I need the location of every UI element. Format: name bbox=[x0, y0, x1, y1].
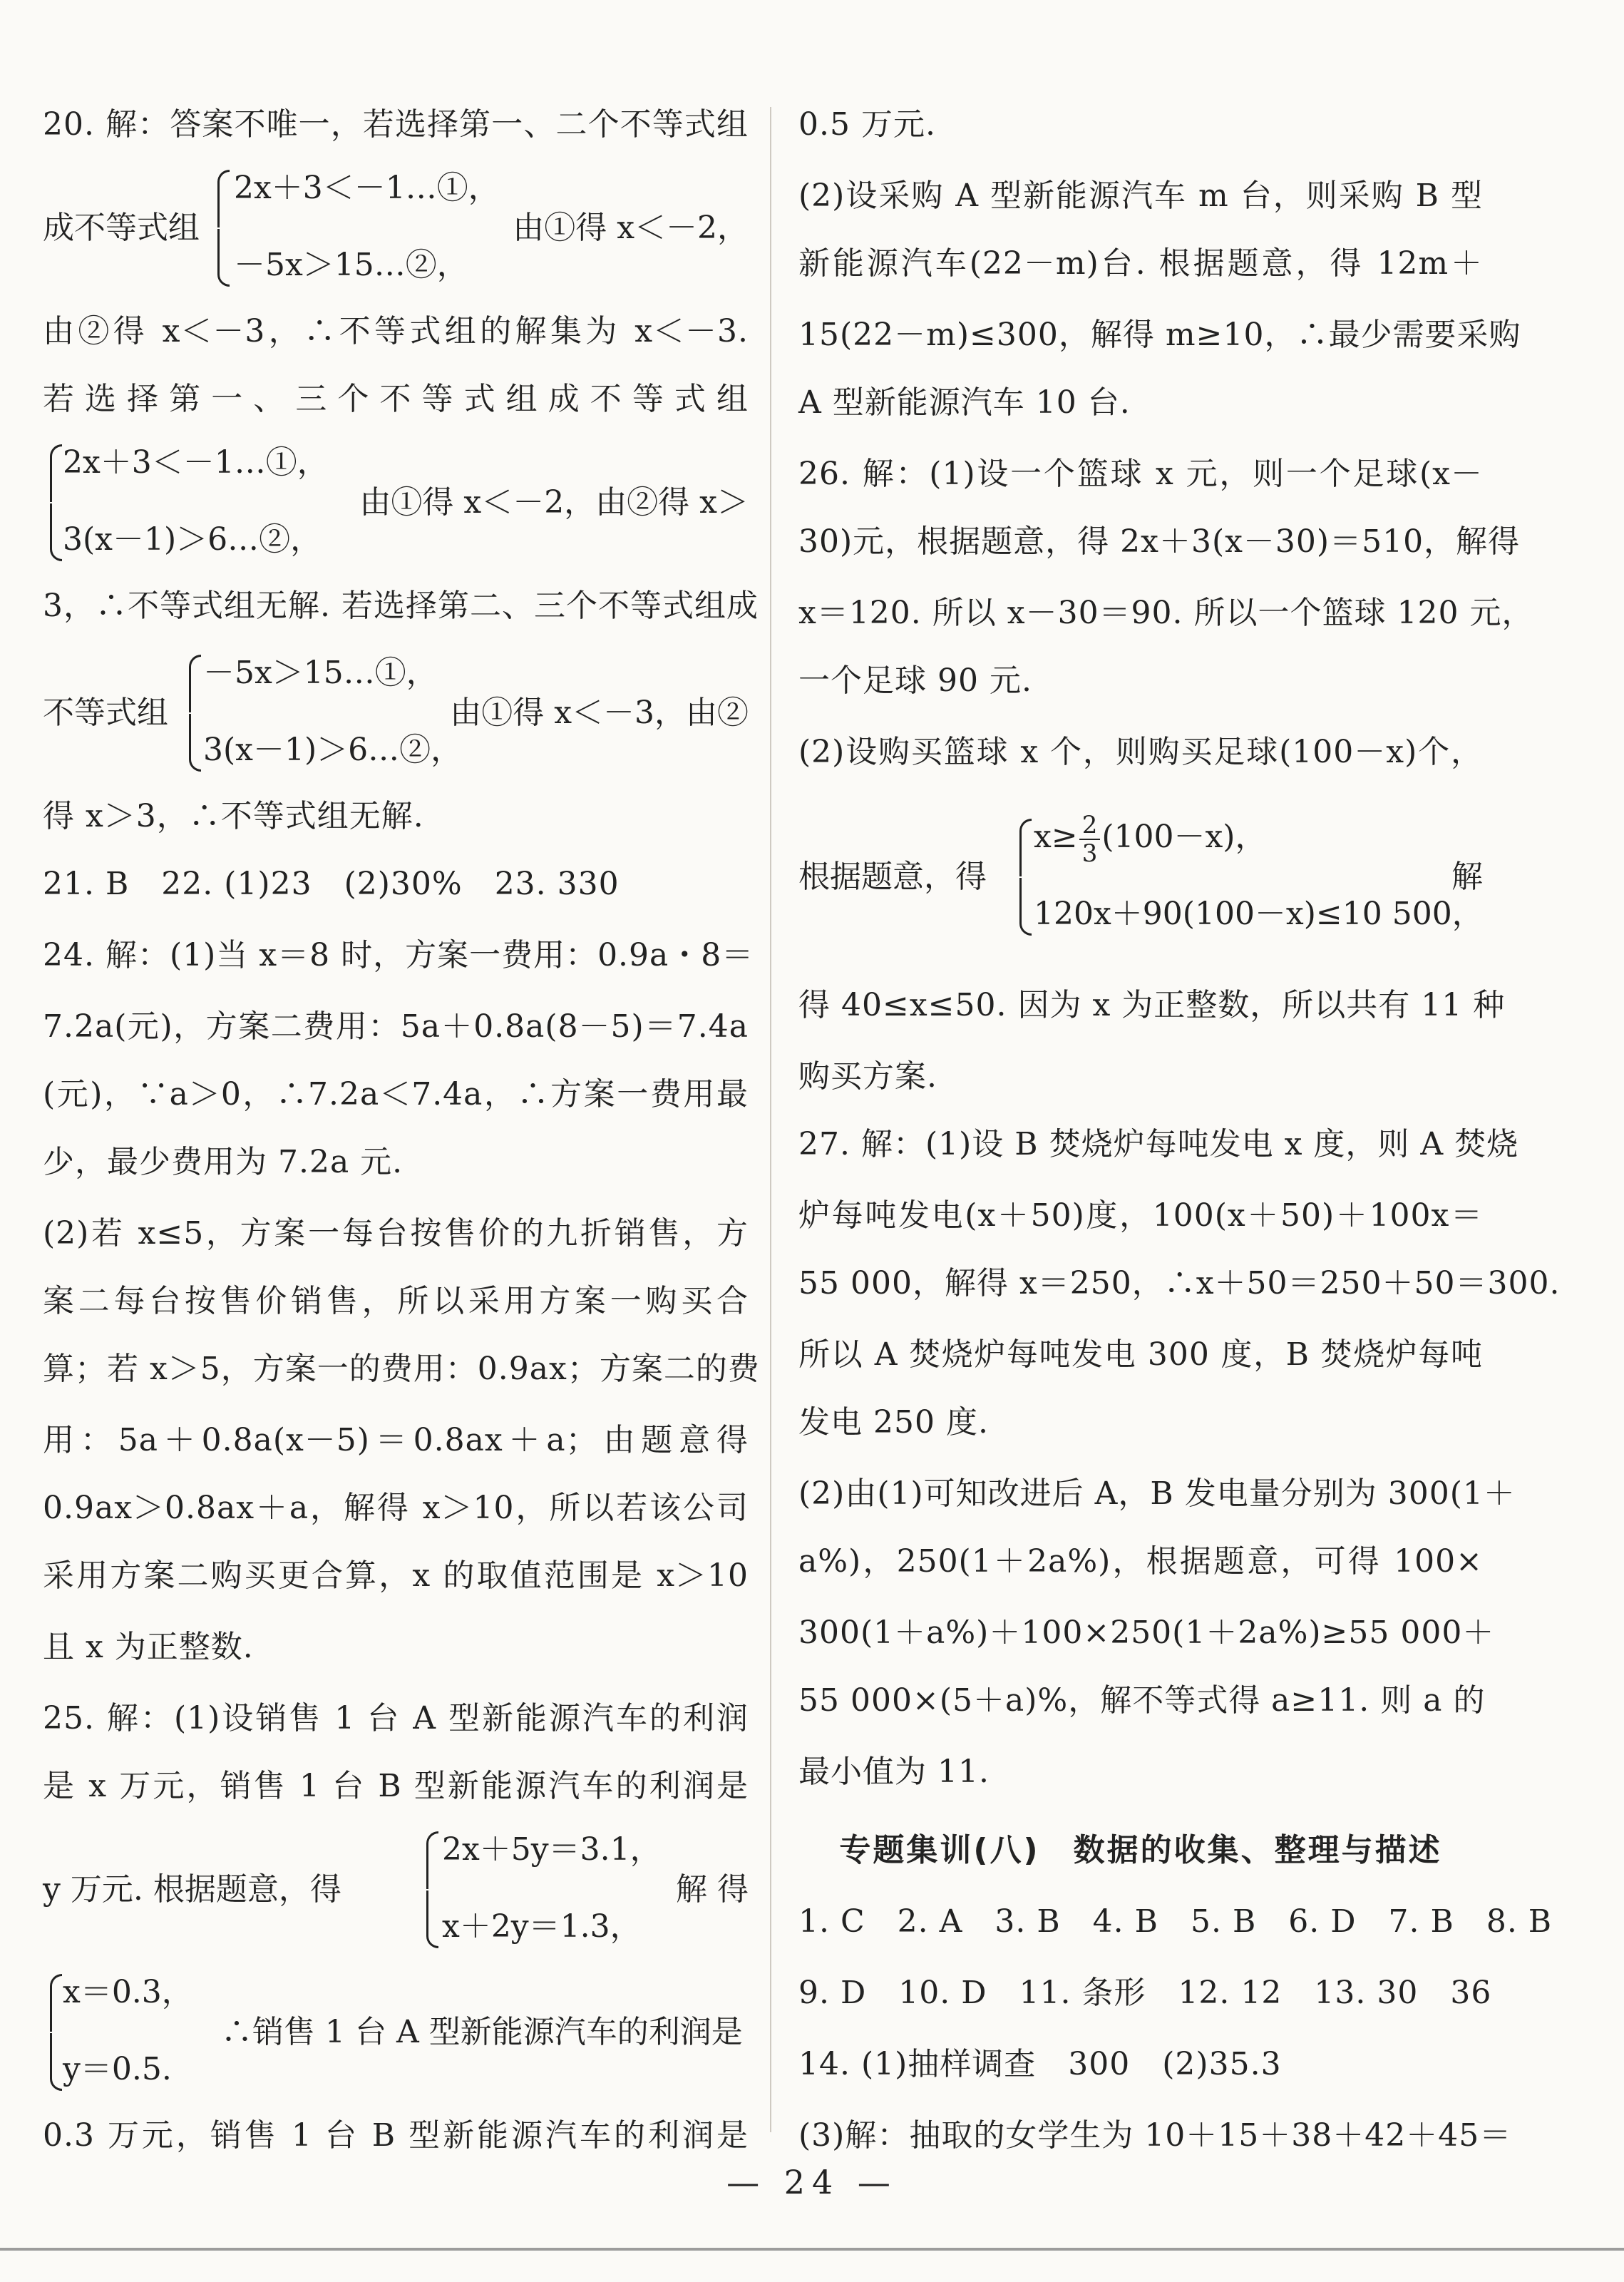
inequality-system bbox=[43, 431, 749, 574]
system-row: x＝0.3， bbox=[63, 1974, 193, 2010]
system-row: x＋2y＝1.3， bbox=[442, 1908, 642, 1945]
answer-line: 采用方案二购买更合算，x 的取值范围是 x＞10 bbox=[43, 1557, 749, 1594]
answer-line: 21. B 22. (1)23 (2)30% 23. 330 bbox=[43, 866, 620, 902]
system-suffix: 由①得 x＜－3，由② bbox=[450, 695, 749, 731]
system-row: －5x＞15…②， bbox=[234, 247, 468, 283]
answer-line: (3)解：抽取的女学生为 10＋15＋38＋42＋45＝ bbox=[798, 2117, 1512, 2154]
brace-icon bbox=[210, 170, 227, 287]
answer-line: 9. D 10. D 11. 条形 12. 12 13. 30 36 bbox=[798, 1975, 1492, 2011]
answer-line: 一个足球 90 元. bbox=[798, 662, 1032, 699]
answer-line: 少，最少费用为 7.2a 元. bbox=[43, 1144, 404, 1180]
answer-line: 24. 解：(1)当 x＝8 时，方案一费用：0.9a・8＝ bbox=[43, 937, 754, 973]
answer-line: (2)若 x≤5，方案一每台按售价的九折销售，方 bbox=[43, 1215, 749, 1252]
system-suffix: 由①得 x＜－2，由②得 x＞ bbox=[359, 484, 749, 521]
system-suffix: 由①得 x＜－2， bbox=[513, 210, 749, 246]
answer-line: 且 x 为正整数. bbox=[43, 1629, 254, 1665]
system-prefix: 成不等式组 bbox=[43, 210, 200, 246]
answer-line: x＝120. 所以 x－30＝90. 所以一个篮球 120 元， bbox=[798, 595, 1534, 631]
answer-line: a%)，250(1＋2a%)，根据题意，可得 100× bbox=[798, 1543, 1483, 1580]
answer-line: 20. 解：答案不唯一，若选择第一、二个不等式组 bbox=[43, 106, 749, 143]
inequality-system bbox=[43, 642, 749, 784]
answer-line: 算；若 x＞5，方案一的费用：0.9ax；方案二的费 bbox=[43, 1351, 760, 1387]
equation-system bbox=[43, 1961, 749, 2104]
answer-line: 所以 A 焚烧炉每吨发电 300 度，B 焚烧炉每吨 bbox=[798, 1336, 1483, 1373]
answer-line: (2)设购买篮球 x 个，则购买足球(100－x)个， bbox=[798, 734, 1483, 770]
system-row bbox=[1034, 802, 1266, 873]
system-prefix: 不等式组 bbox=[43, 695, 168, 731]
answer-line: 是 x 万元，销售 1 台 B 型新能源汽车的利润是 bbox=[43, 1768, 749, 1804]
answer-line: 55 000，解得 x＝250，∴x＋50＝250＋50＝300. bbox=[798, 1265, 1561, 1301]
brace-icon bbox=[1012, 819, 1029, 936]
system-row: －5x＞15…①， bbox=[203, 655, 438, 691]
system-row: 2x＋5y＝3.1， bbox=[442, 1831, 662, 1868]
system-row: 3(x－1)＞6…②， bbox=[203, 732, 463, 768]
answer-line: 27. 解：(1)设 B 焚烧炉每吨发电 x 度，则 A 焚烧 bbox=[798, 1126, 1519, 1162]
fraction bbox=[1079, 812, 1101, 867]
system-row: 120x＋90(100－x)≤10 500， bbox=[1034, 896, 1484, 932]
answer-line: 26. 解：(1)设一个篮球 x 元，则一个足球(x－ bbox=[798, 456, 1483, 492]
bottom-rule bbox=[0, 2248, 1624, 2251]
answer-line: 发电 250 度. bbox=[798, 1404, 989, 1441]
answer-line: 最小值为 11. bbox=[798, 1754, 990, 1790]
section-heading: 专题集训(八) 数据的收集、整理与描述 bbox=[839, 1832, 1442, 1868]
brace-icon bbox=[419, 1831, 436, 1948]
answer-line: 25. 解：(1)设销售 1 台 A 型新能源汽车的利润 bbox=[43, 1700, 749, 1736]
answer-line: (2)设采购 A 型新能源汽车 m 台，则采购 B 型 bbox=[798, 178, 1483, 214]
brace-icon bbox=[43, 444, 60, 561]
answer-line: 由②得 x＜－3，∴不等式组的解集为 x＜－3. bbox=[43, 313, 749, 349]
system-row: 2x＋3＜－1…①， bbox=[63, 444, 329, 481]
answer-line: 0.9ax＞0.8ax＋a，解得 x＞10，所以若该公司 bbox=[43, 1490, 749, 1526]
answer-line: 14. (1)抽样调查 300 (2)35.3 bbox=[798, 2046, 1282, 2082]
inequality-system bbox=[798, 806, 1483, 948]
answer-line: 0.5 万元. bbox=[798, 106, 936, 143]
brace-icon bbox=[182, 655, 199, 772]
system-row: 3(x－1)＞6…②， bbox=[63, 521, 322, 558]
answer-line: 3，∴不等式组无解. 若选择第二、三个不等式组成 bbox=[43, 588, 759, 624]
answer-line: 300(1＋a%)＋100×250(1＋2a%)≥55 000＋ bbox=[798, 1615, 1495, 1651]
answer-line: 1. C 2. A 3. B 4. B 5. B 6. D 7. B 8. B bbox=[798, 1903, 1553, 1940]
system-row: 2x＋3＜－1…①， bbox=[234, 170, 500, 206]
system-suffix: 解 得 bbox=[676, 1871, 749, 1908]
system-suffix: ∴销售 1 台 A 型新能源汽车的利润是 bbox=[221, 2014, 743, 2050]
brace-icon bbox=[43, 1974, 60, 2091]
answer-line: 55 000×(5＋a)%，解不等式得 a≥11. 则 a 的 bbox=[798, 1682, 1486, 1719]
system-row-part: x≥ bbox=[1034, 819, 1078, 855]
fraction-denominator: 3 bbox=[1081, 839, 1098, 868]
answer-line: 30)元，根据题意，得 2x＋3(x－30)＝510，解得 bbox=[798, 523, 1521, 560]
equation-system bbox=[43, 1818, 749, 1961]
answer-line: 得 40≤x≤50. 因为 x 为正整数，所以共有 11 种 bbox=[798, 987, 1506, 1023]
answer-line: 用：5a＋0.8a(x－5)＝0.8ax＋a；由题意得 bbox=[43, 1422, 749, 1458]
answer-line: A 型新能源汽车 10 台. bbox=[798, 384, 1131, 421]
answer-line: 7.2a(元)，方案二费用：5a＋0.8a(8－5)＝7.4a bbox=[43, 1008, 749, 1045]
answer-line: 0.3 万元，销售 1 台 B 型新能源汽车的利润是 bbox=[43, 2117, 749, 2154]
page-number: — 24 — bbox=[726, 2163, 898, 2201]
answer-line: 购买方案. bbox=[798, 1058, 937, 1095]
system-row-part: (100－x)， bbox=[1101, 819, 1267, 855]
system-suffix: 解 bbox=[1451, 859, 1483, 895]
answer-line: 得 x＞3，∴不等式组无解. bbox=[43, 798, 424, 834]
system-row: y＝0.5. bbox=[63, 2051, 172, 2087]
fraction-numerator: 2 bbox=[1079, 812, 1101, 840]
system-prefix: y 万元. 根据题意，得 bbox=[43, 1871, 341, 1908]
answer-line: (元)，∵a＞0，∴7.2a＜7.4a，∴方案一费用最 bbox=[43, 1076, 749, 1112]
answer-line: 新能源汽车(22－m)台. 根据题意，得 12m＋ bbox=[798, 245, 1483, 282]
inequality-system bbox=[43, 157, 749, 300]
system-prefix: 根据题意，得 bbox=[798, 859, 987, 895]
answer-line: 若选择第一、三个不等式组成不等式组 bbox=[43, 381, 749, 417]
answer-line: 炉每吨发电(x＋50)度，100(x＋50)＋100x＝ bbox=[798, 1197, 1483, 1234]
answer-line: 15(22－m)≤300，解得 m≥10，∴最少需要采购 bbox=[798, 317, 1521, 353]
answer-line: 案二每台按售价销售，所以采用方案一购买合 bbox=[43, 1283, 749, 1319]
answer-line: (2)由(1)可知改进后 A，B 发电量分别为 300(1＋ bbox=[798, 1475, 1516, 1512]
column-divider bbox=[770, 107, 771, 2132]
